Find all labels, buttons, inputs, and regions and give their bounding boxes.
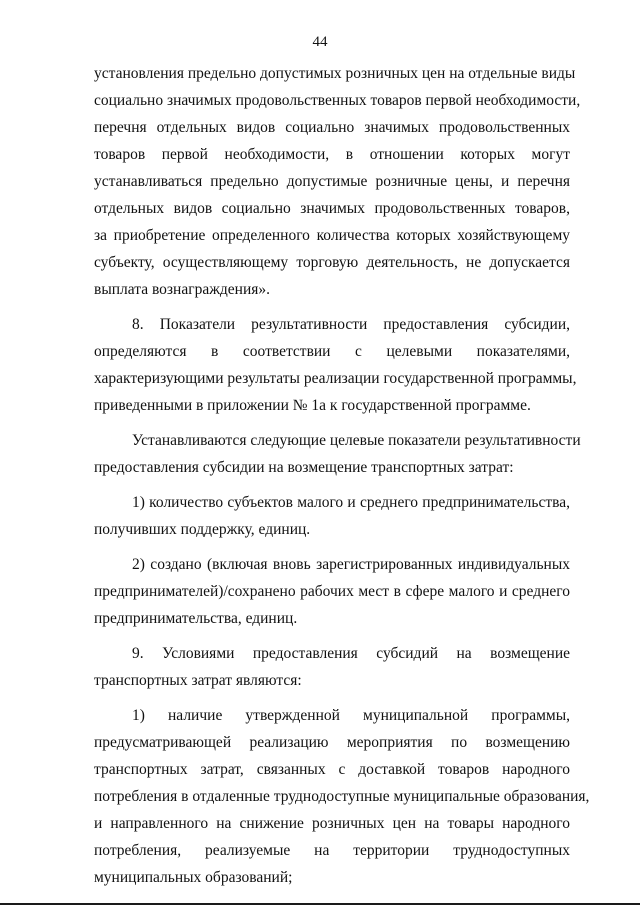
paragraph-indicator-1 (94, 489, 570, 543)
text-line: потребления в отдаленные труднодоступные муниципальные образования, (94, 788, 590, 805)
text-line: 8. Показатели результативности предоставления субсидии, (132, 316, 570, 333)
text-line: 9. Условиями предоставления субсидий на возмещение (132, 645, 570, 662)
text-line: 2) создано (включая вновь зарегистрированных индивидуальных (132, 556, 570, 573)
text-line: выплата вознаграждения». (94, 281, 271, 298)
text-line: 1) количество субъектов малого и среднего предпринимательства, (132, 494, 570, 511)
text-line: субъекту, осуществляющему торговую деятельность, не допускается (94, 254, 570, 271)
text-line: установления предельно допустимых розничных цен на отдельные виды (94, 65, 576, 82)
text-line: устанавливаться предельно допустимые розничные цены, и перечня (94, 173, 570, 190)
paragraph-condition-1 (94, 702, 590, 891)
text-line: приведенными в приложении № 1а к государственной программе. (94, 397, 531, 414)
text-line: и направленного на снижение розничных цен на товары народного (94, 815, 570, 832)
text-line: перечня отдельных видов социально значимых продовольственных (94, 119, 570, 136)
text-line: социально значимых продовольственных товаров первой необходимости, (94, 92, 581, 109)
text-line: потребления, реализуемые на территории труднодоступных (94, 842, 570, 859)
text-line: характеризующими результаты реализации государственной программы, (94, 370, 577, 387)
text-line: отдельных видов социально значимых продовольственных товаров, (94, 200, 570, 217)
text-line: за приобретение определенного количества которых хозяйствующему (94, 227, 570, 244)
text-line: предоставления субсидии на возмещение транспортных затрат: (94, 459, 514, 476)
text-line: товаров первой необходимости, в отношении которых могут (94, 146, 570, 163)
text-line: транспортных затрат являются: (94, 672, 302, 689)
text-line: предусматривающей реализацию мероприятия по возмещению (94, 734, 570, 751)
text-line: транспортных затрат, связанных с доставкой товаров народного (94, 761, 570, 778)
document-body (94, 60, 590, 891)
paragraph-item-9 (94, 640, 570, 694)
text-line: Устанавливаются следующие целевые показатели результативности (132, 432, 581, 449)
text-line: муниципальных образований; (94, 869, 293, 886)
paragraph-continuation (94, 60, 581, 303)
text-line: предпринимателей)/сохранено рабочих мест в сфере малого и среднего (94, 583, 570, 600)
text-line: получивших поддержку, единиц. (94, 521, 311, 538)
text-line: предпринимательства, единиц. (94, 610, 298, 627)
text-line: определяются в соответствии с целевыми показателями, (94, 343, 570, 360)
text-line: 1) наличие утвержденной муниципальной программы, (132, 707, 570, 724)
paragraph-target-indicators (94, 427, 581, 481)
paragraph-indicator-2 (94, 551, 570, 632)
page-number: 44 (312, 34, 328, 50)
paragraph-item-8 (94, 311, 577, 419)
